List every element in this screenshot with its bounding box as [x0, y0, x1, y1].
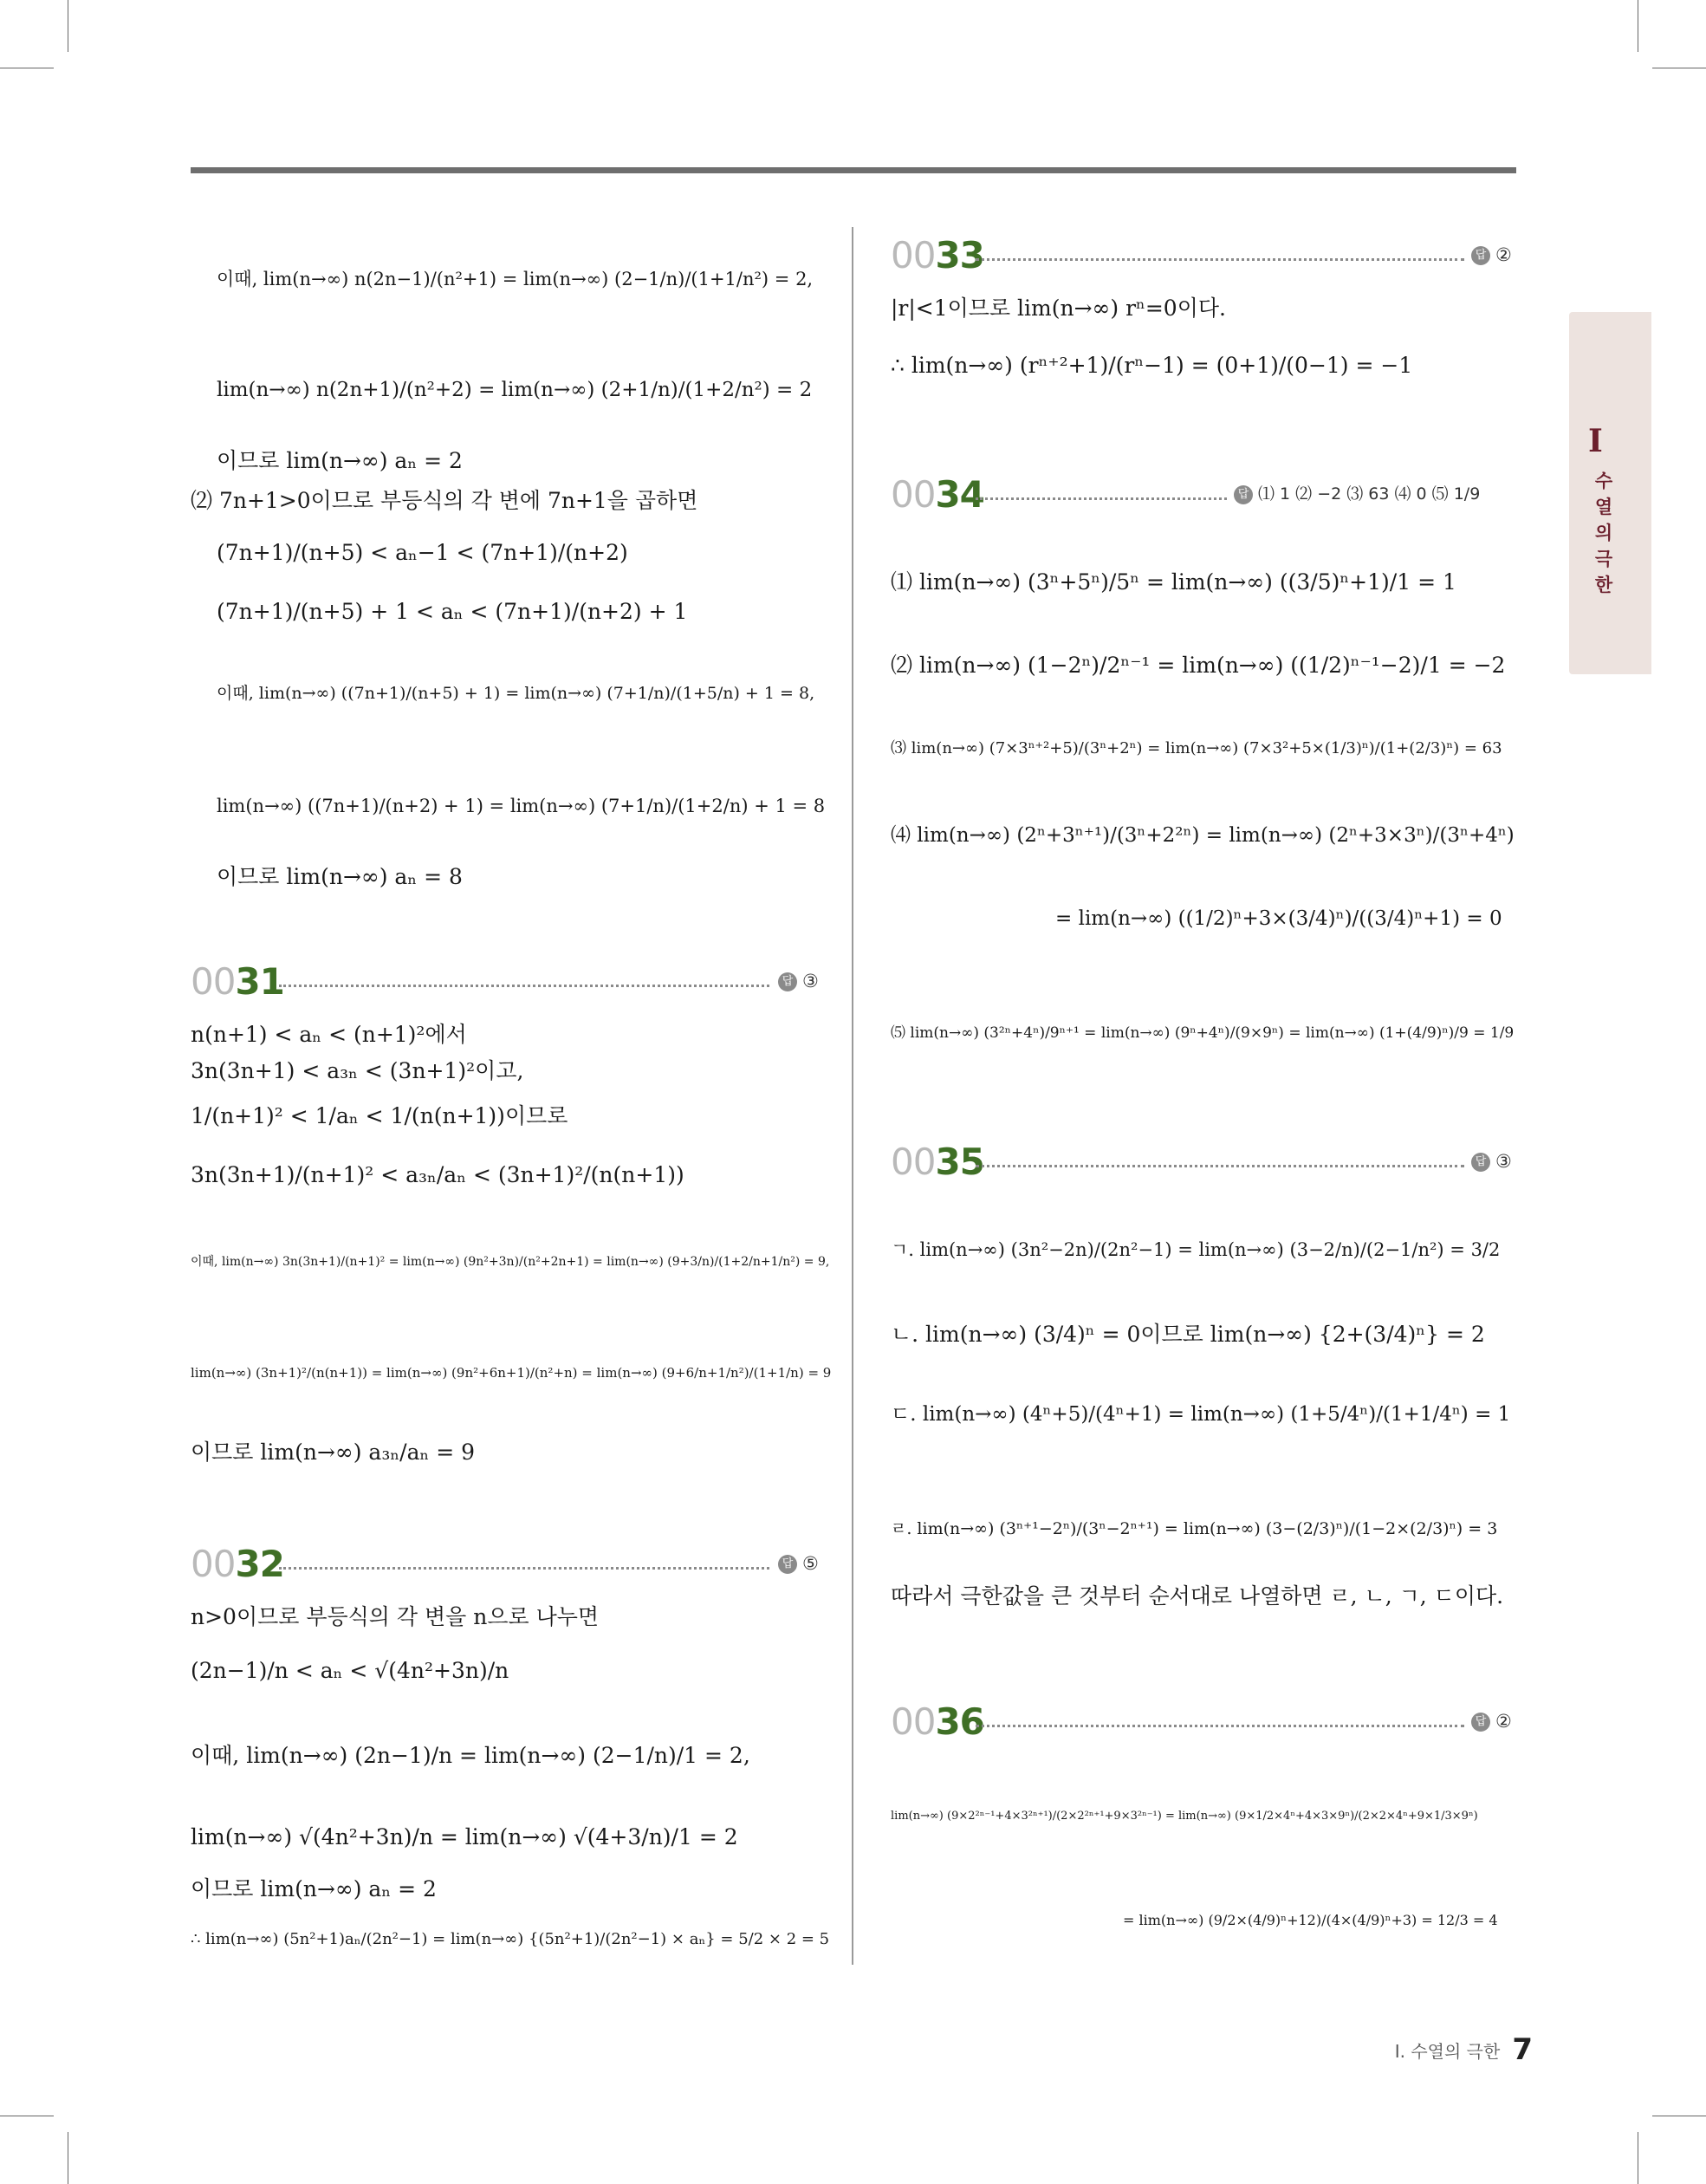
solution-line: ㄹ. lim(n→∞) (3ⁿ⁺¹−2ⁿ)/(3ⁿ−2ⁿ⁺¹) = lim(n→∞) (3−(2/3)ⁿ)/(1−2×(2/3)ⁿ) = 3 [891, 1519, 1498, 1538]
answer-mark-icon: 답 [1471, 1713, 1490, 1732]
solution-line: ㄷ. lim(n→∞) (4ⁿ+5)/(4ⁿ+1) = lim(n→∞) (1+5/4ⁿ)/(1+1/4ⁿ) = 1 [891, 1403, 1511, 1426]
solution-line: 이때, lim(n→∞) 3n(3n+1)/(n+1)² = lim(n→∞) (9n²+3n)/(n²+2n+1) = lim(n→∞) (9+3/n)/(1+2/n+1/n²) = 9, [191, 1255, 830, 1269]
solution-line: ㄴ. lim(n→∞) (3/4)ⁿ = 0이므로 lim(n→∞) {2+(3/4)ⁿ} = 2 [891, 1322, 1485, 1347]
solution-line: ∴ lim(n→∞) (5n²+1)aₙ/(2n²−1) = lim(n→∞) {(5n²+1)/(2n²−1) × aₙ} = 5/2 × 2 = 5 [191, 1930, 830, 1948]
answer-label: 답 ⑤ [778, 1550, 819, 1577]
solution-line: ⑸ lim(n→∞) (3²ⁿ+4ⁿ)/9ⁿ⁺¹ = lim(n→∞) (9ⁿ+4ⁿ)/(9×9ⁿ) = lim(n→∞) (1+(4/9)ⁿ)/9 = 1/9 [891, 1024, 1515, 1042]
answer-label: 답 ③ [778, 967, 819, 995]
problem-header-0031 [191, 960, 832, 1004]
solution-line: 이므로 lim(n→∞) aₙ = 2 [217, 448, 463, 473]
problem-header-0034 [891, 473, 1516, 517]
problem-header-0036 [891, 1700, 1516, 1744]
page-number: 7 [1512, 2032, 1533, 2067]
solution-line: lim(n→∞) ((7n+1)/(n+2) + 1) = lim(n→∞) (7+1/n)/(1+2/n) + 1 = 8 [217, 796, 826, 816]
solution-line: 이때, lim(n→∞) (2n−1)/n = lim(n→∞) (2−1/n)/1 = 2, [191, 1743, 750, 1768]
solution-line: 3n(3n+1) < a₃ₙ < (3n+1)²이고, [191, 1058, 524, 1083]
problem-number: 0032 [191, 1543, 284, 1585]
leader-dots [976, 258, 1464, 261]
solution-line: 이므로 lim(n→∞) aₙ = 2 [191, 1876, 437, 1901]
footer-chapter: Ⅰ. 수열의 극한 [1394, 2040, 1501, 2062]
solution-line: (7n+1)/(n+5) + 1 < aₙ < (7n+1)/(n+2) + 1 [217, 599, 688, 624]
solution-line: lim(n→∞) √(4n²+3n)/n = lim(n→∞) √(4+3/n)/1 = 2 [191, 1824, 738, 1849]
column-divider [852, 227, 853, 1965]
problem-number: 0031 [191, 960, 284, 1003]
page-footer [1395, 2032, 1533, 2067]
solution-line: lim(n→∞) n(2n+1)/(n²+2) = lim(n→∞) (2+1/n)/(1+2/n²) = 2 [217, 379, 813, 401]
solution-line: ⑵ lim(n→∞) (1−2ⁿ)/2ⁿ⁻¹ = lim(n→∞) ((1/2)ⁿ⁻¹−2)/1 = −2 [891, 653, 1506, 678]
problem-header-0035 [891, 1141, 1516, 1184]
answer-label: 답 ③ [1471, 1147, 1512, 1175]
problem-number: 0034 [891, 473, 984, 516]
chapter-tab [1569, 312, 1651, 674]
solution-line: ∴ lim(n→∞) (rⁿ⁺²+1)/(rⁿ−1) = (0+1)/(0−1) = −1 [891, 353, 1413, 378]
leader-dots [279, 985, 769, 987]
problem-header-0032 [191, 1543, 832, 1586]
answer-mark-icon: 답 [1471, 1153, 1490, 1172]
problem-number: 0036 [891, 1700, 984, 1743]
solution-line: = lim(n→∞) ((1/2)ⁿ+3×(3/4)ⁿ)/((3/4)ⁿ+1) = 0 [1055, 907, 1502, 930]
solution-line: n(n+1) < aₙ < (n+1)²에서 [191, 1022, 467, 1047]
answer-mark-icon: 답 [778, 1555, 797, 1574]
solution-line: 이때, lim(n→∞) n(2n−1)/(n²+1) = lim(n→∞) (2−1/n)/(1+1/n²) = 2, [217, 269, 814, 289]
solution-line: (2n−1)/n < aₙ < √(4n²+3n)/n [191, 1658, 509, 1683]
solution-line: 이므로 lim(n→∞) a₃ₙ/aₙ = 9 [191, 1440, 476, 1465]
solution-line: 3n(3n+1)/(n+1)² < a₃ₙ/aₙ < (3n+1)²/(n(n+1)) [191, 1162, 684, 1187]
solution-line: (7n+1)/(n+5) < aₙ−1 < (7n+1)/(n+2) [217, 540, 628, 565]
answer-mark-icon: 답 [1471, 246, 1490, 265]
solution-line: 따라서 극한값을 큰 것부터 순서대로 나열하면 ㄹ, ㄴ, ㄱ, ㄷ이다. [891, 1583, 1504, 1609]
leader-dots [279, 1567, 769, 1570]
chapter-title: 수열의 극한 [1594, 471, 1613, 595]
solution-line: lim(n→∞) (9×2²ⁿ⁻¹+4×3²ⁿ⁺¹)/(2×2²ⁿ⁺¹+9×3²ⁿ⁻¹) = lim(n→∞) (9×1/2×4ⁿ+4×3×9ⁿ)/(2×2×4ⁿ+9×1/3×9ⁿ) [891, 1810, 1478, 1823]
solution-line: 1/(n+1)² < 1/aₙ < 1/(n(n+1))이므로 [191, 1103, 568, 1128]
solution-line: ⑴ lim(n→∞) (3ⁿ+5ⁿ)/5ⁿ = lim(n→∞) ((3/5)ⁿ+1)/1 = 1 [891, 569, 1456, 595]
answer-mark-icon: 답 [778, 972, 797, 991]
solution-line: n>0이므로 부등식의 각 변을 n으로 나누면 [191, 1604, 600, 1629]
chapter-number: I [1588, 423, 1603, 459]
solution-line: ㄱ. lim(n→∞) (3n²−2n)/(2n²−1) = lim(n→∞) (3−2/n)/(2−1/n²) = 3/2 [891, 1239, 1501, 1260]
top-rule [191, 167, 1516, 173]
solution-line: lim(n→∞) (3n+1)²/(n(n+1)) = lim(n→∞) (9n²+6n+1)/(n²+n) = lim(n→∞) (9+6/n+1/n²)/(1+1/n) = 9 [191, 1365, 832, 1381]
answer-mark-icon: 답 [1234, 485, 1253, 504]
solution-line: ⑷ lim(n→∞) (2ⁿ+3ⁿ⁺¹)/(3ⁿ+2²ⁿ) = lim(n→∞) (2ⁿ+3×3ⁿ)/(3ⁿ+4ⁿ) [891, 824, 1515, 847]
leader-dots [976, 497, 1227, 500]
answer-label: 답 ② [1471, 241, 1512, 269]
problem-number: 0033 [891, 234, 984, 276]
solution-line: |r|<1이므로 lim(n→∞) rⁿ=0이다. [891, 296, 1226, 321]
problem-header-0033 [891, 234, 1516, 277]
answer-label: 답 ② [1471, 1707, 1512, 1735]
leader-dots [976, 1165, 1464, 1167]
answer-label: 답 ⑴ 1 ⑵ −2 ⑶ 63 ⑷ 0 ⑸ 1/9 [1234, 480, 1480, 508]
leader-dots [976, 1725, 1464, 1727]
solution-line: 이므로 lim(n→∞) aₙ = 8 [217, 864, 463, 889]
solution-line: = lim(n→∞) (9/2×(4/9)ⁿ+12)/(4×(4/9)ⁿ+3) = 12/3 = 4 [1123, 1912, 1498, 1928]
solution-line: ⑵ 7n+1>0이므로 부등식의 각 변에 7n+1을 곱하면 [191, 488, 698, 513]
solution-line: ⑶ lim(n→∞) (7×3ⁿ⁺²+5)/(3ⁿ+2ⁿ) = lim(n→∞) (7×3²+5×(1/3)ⁿ)/(1+(2/3)ⁿ) = 63 [891, 739, 1502, 757]
problem-number: 0035 [891, 1141, 984, 1183]
solution-line: 이때, lim(n→∞) ((7n+1)/(n+5) + 1) = lim(n→∞) (7+1/n)/(1+5/n) + 1 = 8, [217, 684, 815, 703]
